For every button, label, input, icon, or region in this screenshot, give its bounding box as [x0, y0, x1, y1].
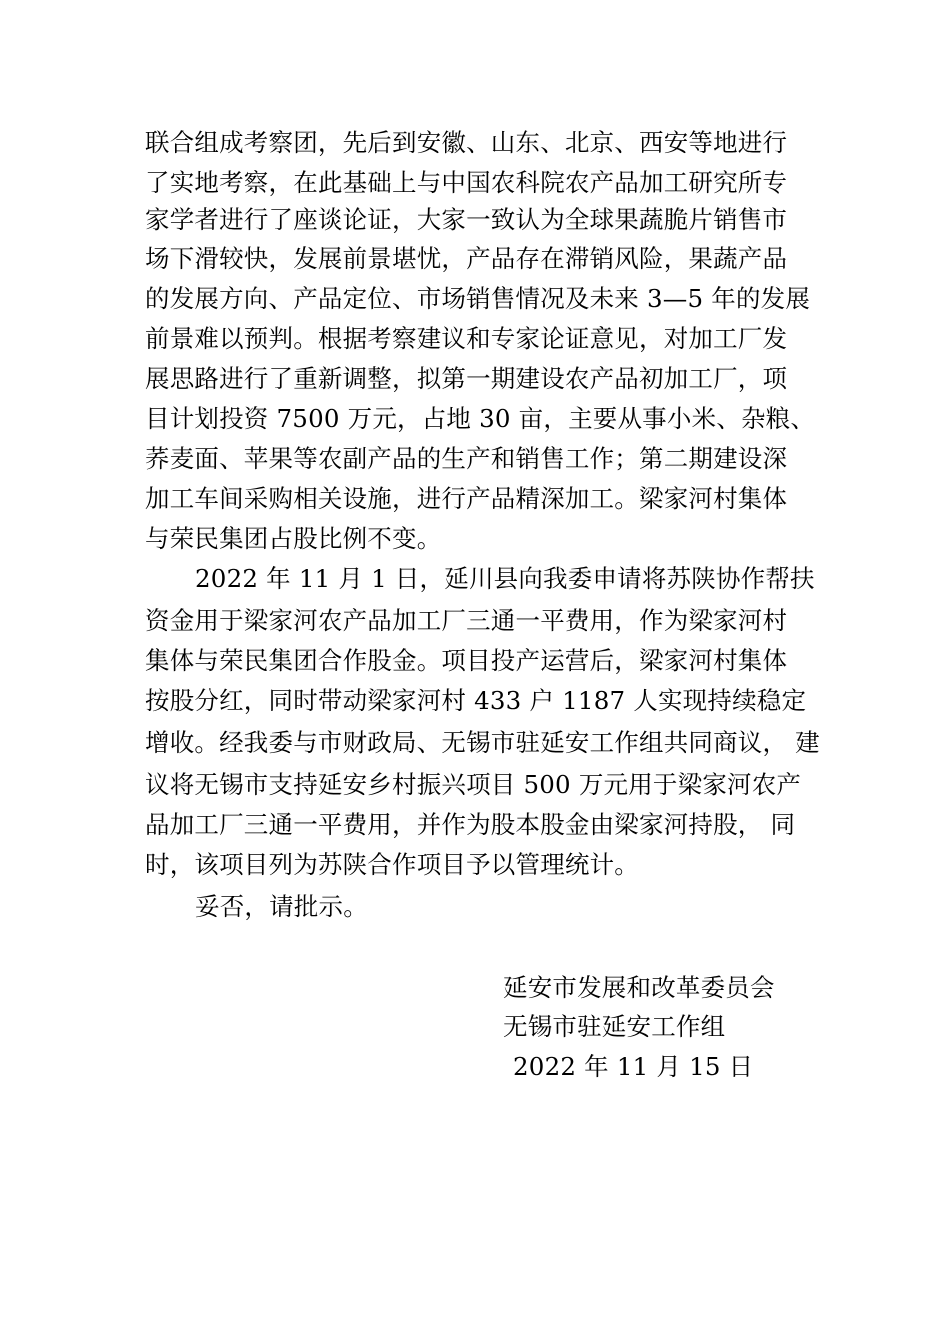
text-line: 展思路进行了重新调整，拟第一期建设农产品初加工厂，项 — [145, 364, 788, 393]
text-line: 了实地考察，在此基础上与中国农科院农产品加工研究所专 — [145, 168, 788, 197]
text-line: 集体与荣民集团合作股金。项目投产运营后，梁家河村集体 — [145, 646, 788, 675]
signature-org-2: 无锡市驻延安工作组 — [503, 1012, 726, 1041]
text-line: 时，该项目列为苏陕合作项目予以管理统计。 — [145, 850, 639, 879]
text-line: 荞麦面、苹果等农副产品的生产和销售工作；第二期建设深 — [145, 444, 788, 473]
text-line: 资金用于梁家河农产品加工厂三通一平费用，作为梁家河村 — [145, 606, 788, 635]
text-line: 增收。经我委与市财政局、无锡市驻延安工作组共同商议， 建 — [145, 728, 820, 757]
text-line: 联合组成考察团，先后到安徽、山东、北京、西安等地进行 — [145, 128, 788, 157]
text-line: 按股分红，同时带动梁家河村 433 户 1187 人实现持续稳定 — [145, 686, 807, 715]
text-line: 前景难以预判。根据考察建议和专家论证意见，对加工厂发 — [145, 324, 788, 353]
text-line: 2022 年 11 月 1 日，延川县向我委申请将苏陕协作帮扶 — [195, 564, 815, 593]
text-line: 家学者进行了座谈论证，大家一致认为全球果蔬脆片销售市 — [145, 205, 788, 234]
text-line: 场下滑较快，发展前景堪忧，产品存在滞销风险，果蔬产品 — [145, 244, 788, 273]
text-line: 妥否，请批示。 — [195, 892, 368, 921]
text-line: 目计划投资 7500 万元，占地 30 亩，主要从事小米、杂粮、 — [145, 404, 816, 433]
signature-date: 2022 年 11 月 15 日 — [513, 1052, 754, 1081]
text-line: 的发展方向、产品定位、市场销售情况及未来 3—5 年的发展 — [145, 284, 811, 313]
text-line: 与荣民集团占股比例不变。 — [145, 524, 442, 553]
text-line: 加工车间采购相关设施，进行产品精深加工。梁家河村集体 — [145, 484, 788, 513]
signature-org-1: 延安市发展和改革委员会 — [503, 973, 775, 1002]
text-line: 议将无锡市支持延安乡村振兴项目 500 万元用于梁家河农产 — [145, 770, 802, 799]
text-line: 品加工厂三通一平费用，并作为股本股金由梁家河持股， 同 — [145, 810, 796, 839]
